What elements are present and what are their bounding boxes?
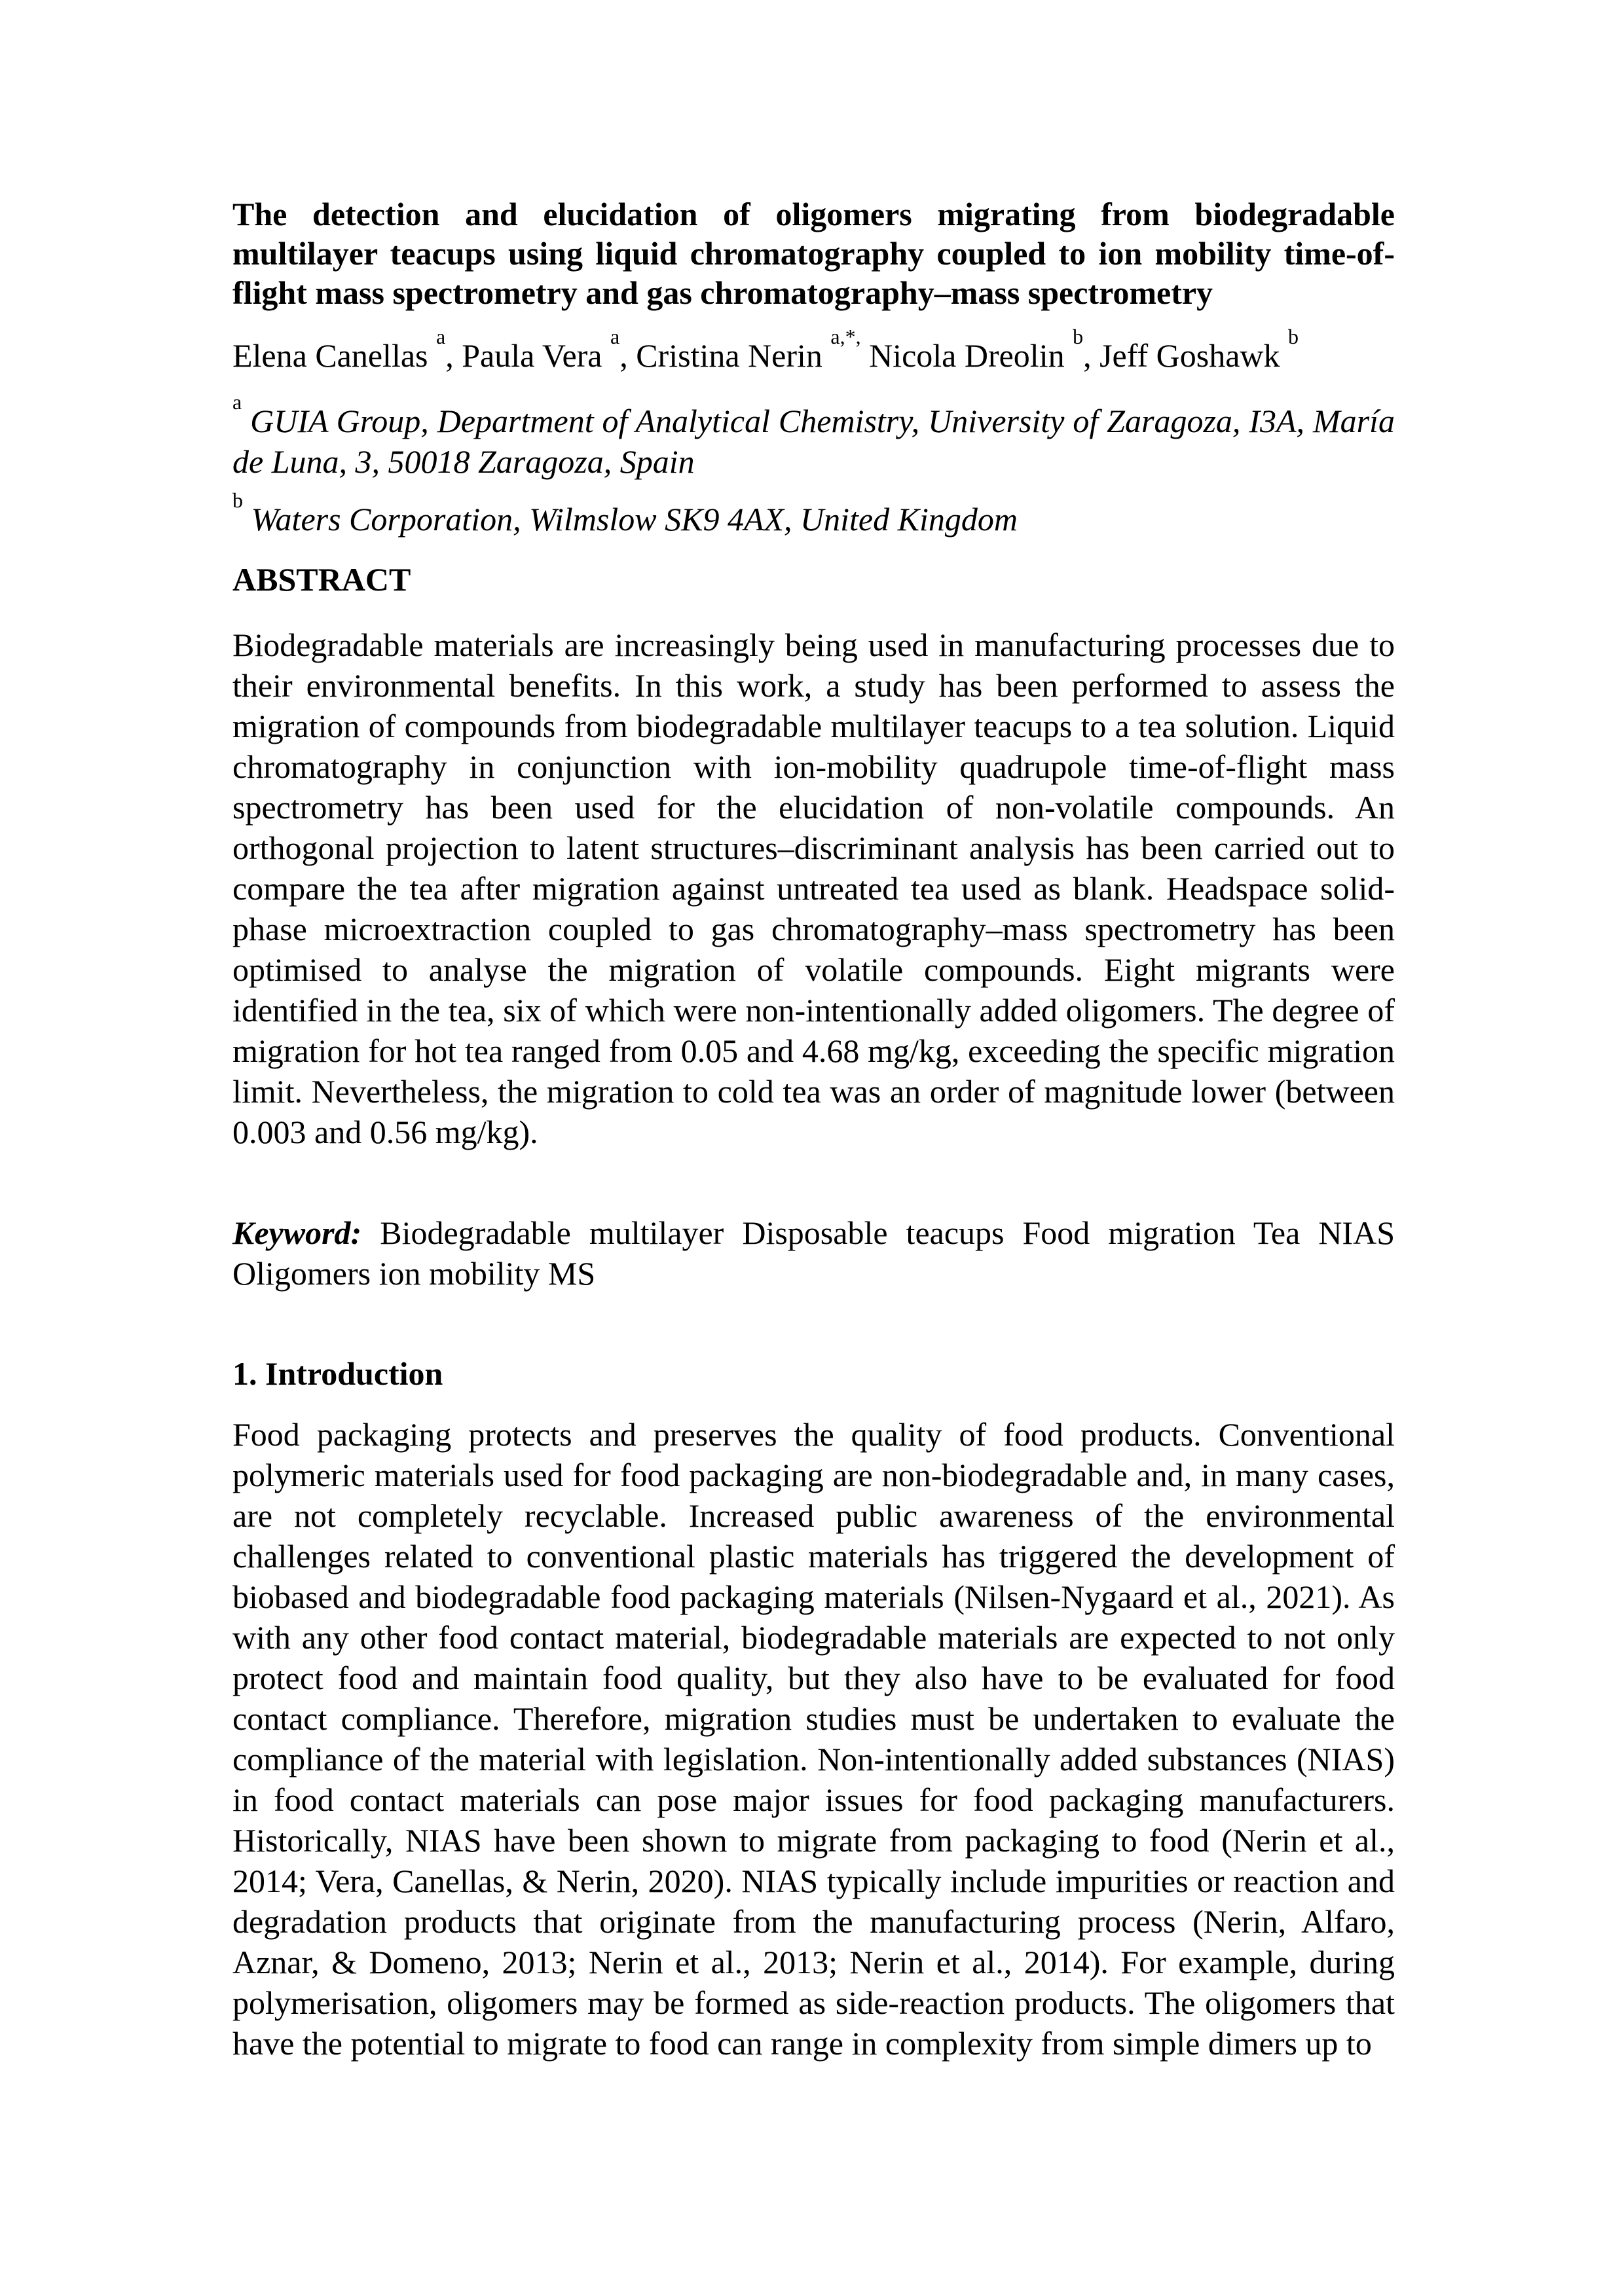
paper-title: The detection and elucidation of oligomers migrating from biodegradable multilayer teacups using liquid chromatography coupled to ion mobility time-of-flight mass spectrometry and gas chromatography–mass spectrometry (232, 196, 1395, 311)
affiliation-b: $^b$ Waters Corporation, Wilmslow SK9 4AX, United Kingdom (232, 488, 1018, 538)
keywords-label: Keyword: (232, 1214, 362, 1251)
abstract-paragraph: Biodegradable materials are increasingly being used in manufacturing processes due to their environmental benefits. In this work, a study has been performed to assess the migration of compounds from biodegradable multilayer teacups to a tea solution. Liquid chromatography in conjunction with ion-mobility quadrupole time-of-flight mass spectrometry has been used for the elucidation of non-volatile compounds. An orthogonal projection to latent structures–discriminant analysis has been carried out to compare the tea after migration against untreated tea used as blank. Headspace solid-phase microextraction coupled to gas chromatography–mass spectrometry has been optimised to analyse the migration of volatile compounds. Eight migrants were identified in the tea, six of which were non-intentionally added oligomers. The degree of migration for hot tea ranged from 0.05 and 4.68 mg/kg, exceeding the specific migration limit. Nevertheless, the migration to cold tea was an order of magnitude lower (between 0.003 and 0.56 mg/kg). (232, 627, 1395, 1150)
introduction-paragraph: Food packaging protects and preserves the quality of food products. Conventional polymeric materials used for food packaging are non-biodegradable and, in many cases, are not completely recyclable. Increased public awareness of the environmental challenges related to conventional plastic materials has triggered the development of biobased and biodegradable food packaging materials (Nilsen-Nygaard et al., 2021). As with any other food contact material, biodegradable materials are expected to not only protect food and maintain food quality, but they also have to be evaluated for food contact compliance. Therefore, migration studies must be undertaken to evaluate the compliance of the material with legislation. Non-intentionally added substances (NIAS) in food contact materials can pose major issues for food packaging manufacturers. Historically, NIAS have been shown to migrate from packaging to food (Nerin et al., 2014; Vera, Canellas, & Nerin, 2020). NIAS typically include impurities or reaction and degradation products that originate from the manufacturing process (Nerin, Alfaro, Aznar, & Domeno, 2013; Nerin et al., 2013; Nerin et al., 2014). For example, during polymerisation, oligomers may be formed as side-reaction products. The oligomers that have the potential to migrate to food can range in complexity from simple dimers up to (232, 1416, 1395, 2062)
keywords-text: Biodegradable multilayer Disposable teacups Food migration Tea NIAS Oligomers ion mobility MS (232, 1214, 1395, 1292)
introduction-heading: 1. Introduction (232, 1355, 443, 1392)
keywords-line (232, 1212, 1395, 1294)
abstract-heading: ABSTRACT (232, 561, 411, 598)
affiliation-a: $^a$ GUIA Group, Department of Analytical Chemistry, University of Zaragoza, I3A, María de Luna, 3, 50018 Zaragoza, Spain (232, 390, 1395, 480)
author-line: Elena Canellas $^a$, Paula Vera $^a$, Cristina Nerin $^{a,*,}$ Nicola Dreolin $^b$, Jeff Goshawk $^b$ (232, 324, 1299, 374)
